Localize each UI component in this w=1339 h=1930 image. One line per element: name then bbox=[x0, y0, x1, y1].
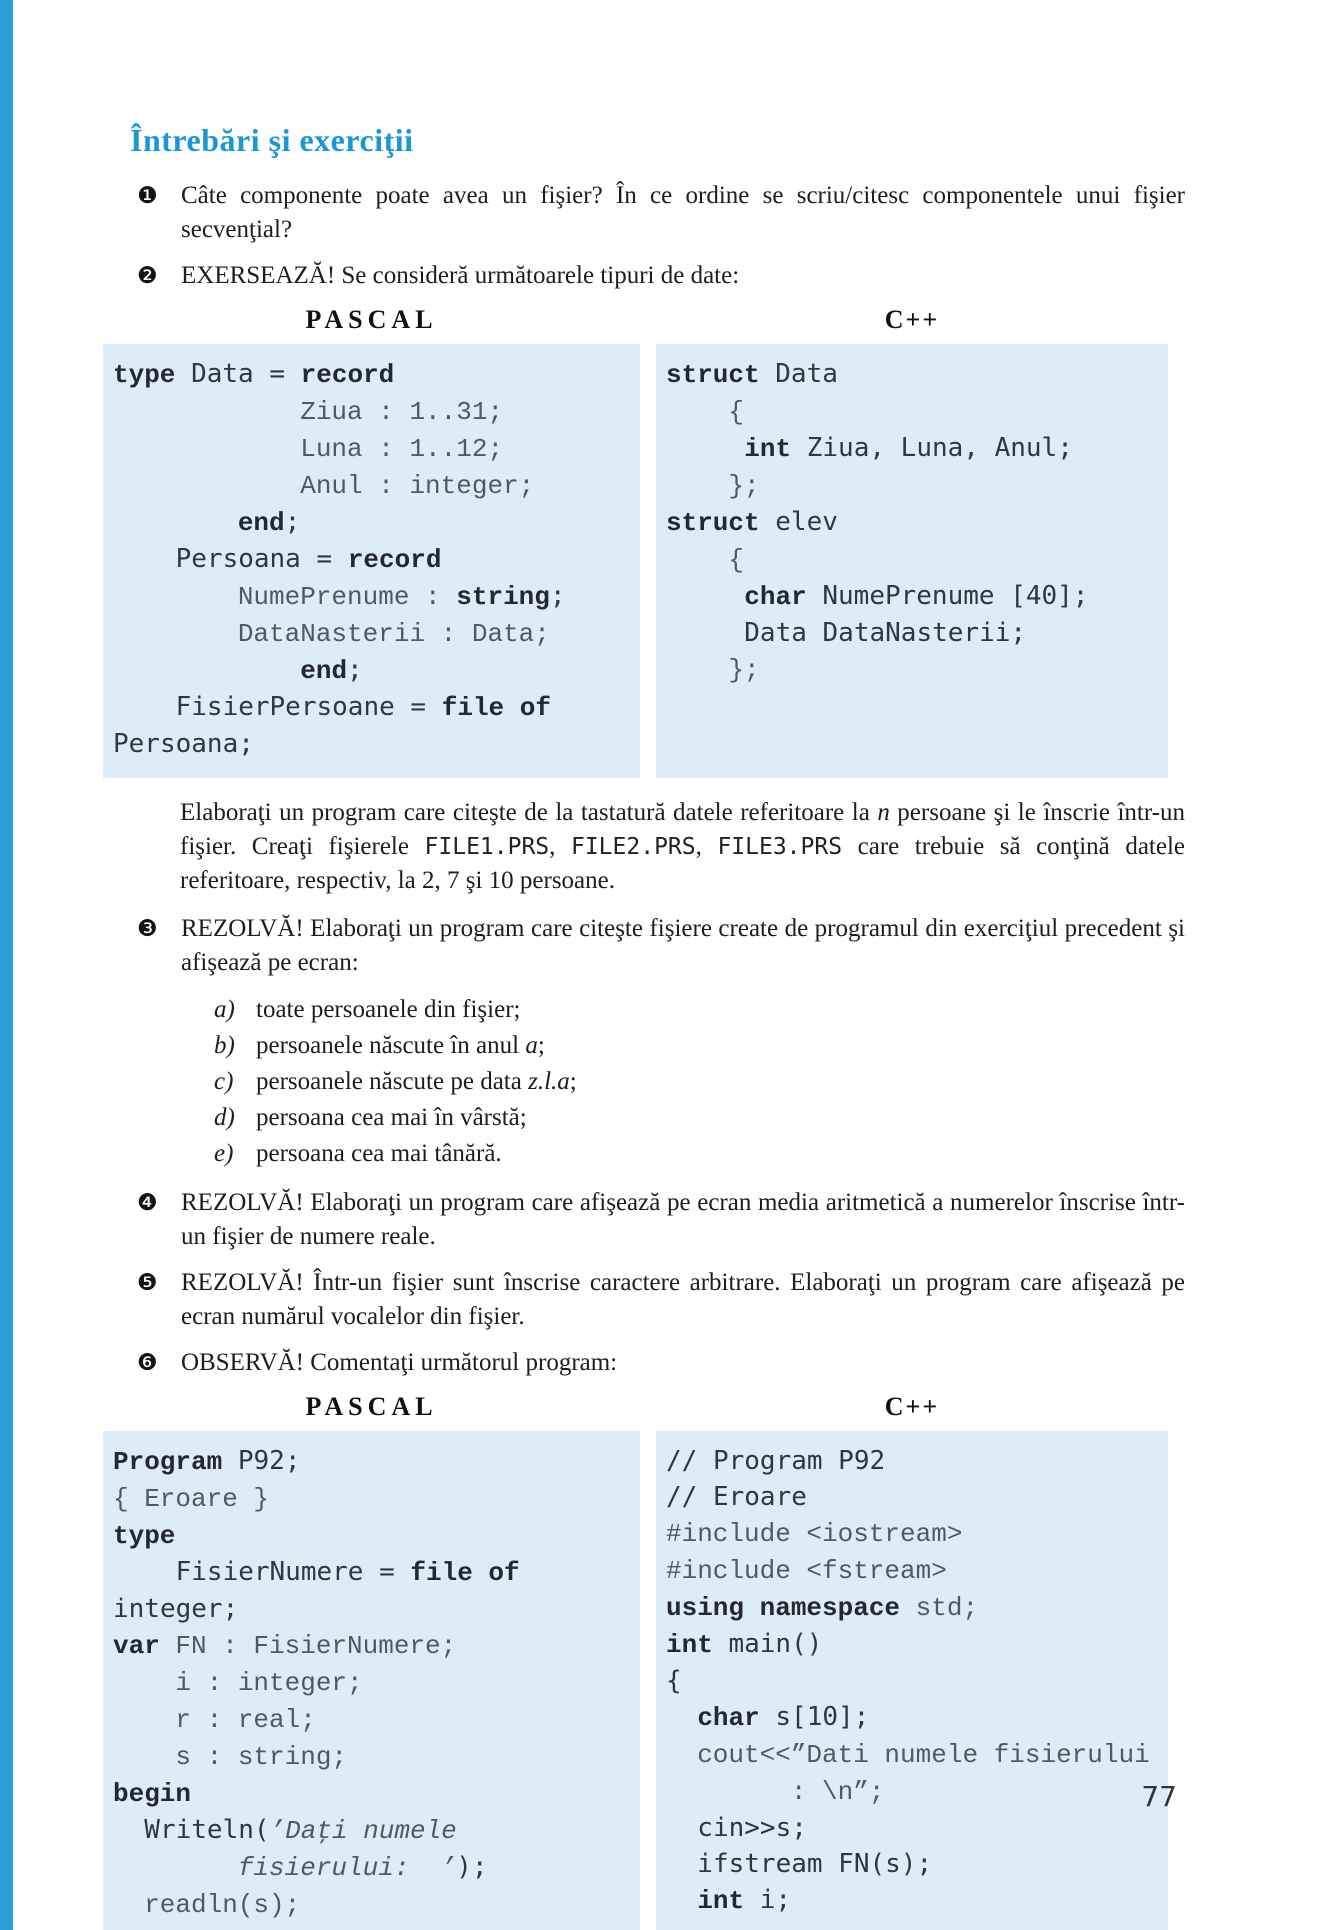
item-text: EXERSEAZĂ! Se consideră următoarele tipuri de date: bbox=[181, 262, 740, 289]
item-text: OBSERVĂ! Comentaţi următorul program: bbox=[181, 1349, 618, 1376]
item-number-badge: ❻ bbox=[137, 1350, 158, 1376]
table-header-row bbox=[103, 1392, 1185, 1422]
page-number: 77 bbox=[1141, 1780, 1177, 1813]
sub-item-marker: a) bbox=[214, 996, 235, 1023]
sub-item-marker: b) bbox=[214, 1032, 235, 1059]
exercise-item-1 bbox=[137, 179, 1185, 247]
sub-item-d bbox=[214, 1100, 1185, 1136]
cpp-code-block: // Program P92 // Eroare #include <iostream> #include <fstream> using namespace std; int main() { char s[10]; cout<<”Dati numele fisierului : \n”; cin>>s; ifstream FN(s); int i; bbox=[656, 1431, 1168, 1930]
item-text: Câte componente poate avea un fişier? În ce ordine se scriu/citesc componentele unui fişier secvenţial? bbox=[181, 182, 1185, 243]
sub-item-text: persoanele născute în anul a; bbox=[256, 1032, 545, 1059]
table-header-row bbox=[103, 305, 1185, 335]
sub-item-text: persoanele născute pe data z.l.a; bbox=[256, 1068, 577, 1095]
item-number-badge: ❺ bbox=[137, 1270, 158, 1296]
sub-item-c bbox=[214, 1064, 1185, 1100]
exercise-2-paragraph: Elaboraţi un program care citeşte de la tastatură datele referitoare la n persoane şi le înscrie într-un fişier. Creaţi fişierele FILE1.PRS, FILE2.PRS, FILE3.PRS care trebuie să conţină datele referitoare, respectiv, la 2, 7 şi 10 persoane. bbox=[180, 799, 1186, 894]
exercise-item-4 bbox=[137, 1186, 1185, 1254]
cpp-column-header: C++ bbox=[884, 305, 940, 334]
sub-item-e bbox=[214, 1136, 1185, 1172]
page-content bbox=[103, 0, 1185, 1930]
pascal-column-header: PASCAL bbox=[305, 305, 438, 334]
pascal-code-block: Program P92; { Eroare } type FisierNumere = file of integer; var FN : FisierNumere; i : integer; r : real; s : string; begin Writeln(’Daţi numele fisierului: ’); readln(s); bbox=[103, 1431, 640, 1930]
pascal-code-block: type Data = record Ziua : 1..31; Luna : 1..12; Anul : integer; end; Persoana = record NumePrenume : string; DataNasterii : Data; end; FisierPersoane = file of Persoana; bbox=[103, 344, 640, 778]
item-number-badge: ❷ bbox=[137, 263, 158, 289]
page-accent-bar bbox=[0, 0, 13, 1930]
pascal-column-header: PASCAL bbox=[305, 1392, 438, 1421]
code-comparison-table-2 bbox=[103, 1392, 1185, 1930]
table-body-row bbox=[103, 1431, 1185, 1930]
exercise-item-3 bbox=[137, 912, 1185, 980]
sub-item-text: persoana cea mai în vârstă; bbox=[256, 1104, 527, 1131]
item-text: REZOLVĂ! Elaboraţi un program care citeşte fişiere create de programul din exerciţiul precedent şi afişează pe ecran: bbox=[181, 915, 1185, 976]
sub-item-marker: e) bbox=[214, 1140, 234, 1167]
table-body-row bbox=[103, 344, 1185, 778]
code-comparison-table-1 bbox=[103, 305, 1185, 778]
sub-item-marker: d) bbox=[214, 1104, 235, 1131]
sub-item-b bbox=[214, 1028, 1185, 1064]
exercise-item-2 bbox=[137, 259, 1185, 293]
cpp-code-block: struct Data { int Ziua, Luna, Anul; }; struct elev { char NumePrenume [40]; Data DataNasterii; }; bbox=[656, 344, 1168, 778]
sub-item-marker: c) bbox=[214, 1068, 234, 1095]
sub-item-text: persoana cea mai tânără. bbox=[256, 1140, 502, 1167]
item-number-badge: ❶ bbox=[137, 183, 158, 209]
exercise-item-6 bbox=[137, 1346, 1185, 1380]
item-text: REZOLVĂ! Într-un fişier sunt înscrise caractere arbitrare. Elaboraţi un program care afişează pe ecran numărul vocalelor din fişier. bbox=[181, 1269, 1185, 1330]
cpp-column-header: C++ bbox=[884, 1392, 940, 1421]
item-number-badge: ❹ bbox=[137, 1190, 158, 1216]
sub-item-a bbox=[214, 992, 1185, 1028]
sub-item-text: toate persoanele din fişier; bbox=[256, 996, 521, 1023]
exercise-3-sublist bbox=[214, 992, 1185, 1172]
item-number-badge: ❸ bbox=[137, 916, 158, 942]
page-title: Întrebări şi exerciţii bbox=[130, 122, 414, 158]
exercise-item-5 bbox=[137, 1266, 1185, 1334]
item-text: REZOLVĂ! Elaboraţi un program care afişează pe ecran media aritmetică a numerelor înscrise într-un fişier de numere reale. bbox=[181, 1189, 1185, 1250]
